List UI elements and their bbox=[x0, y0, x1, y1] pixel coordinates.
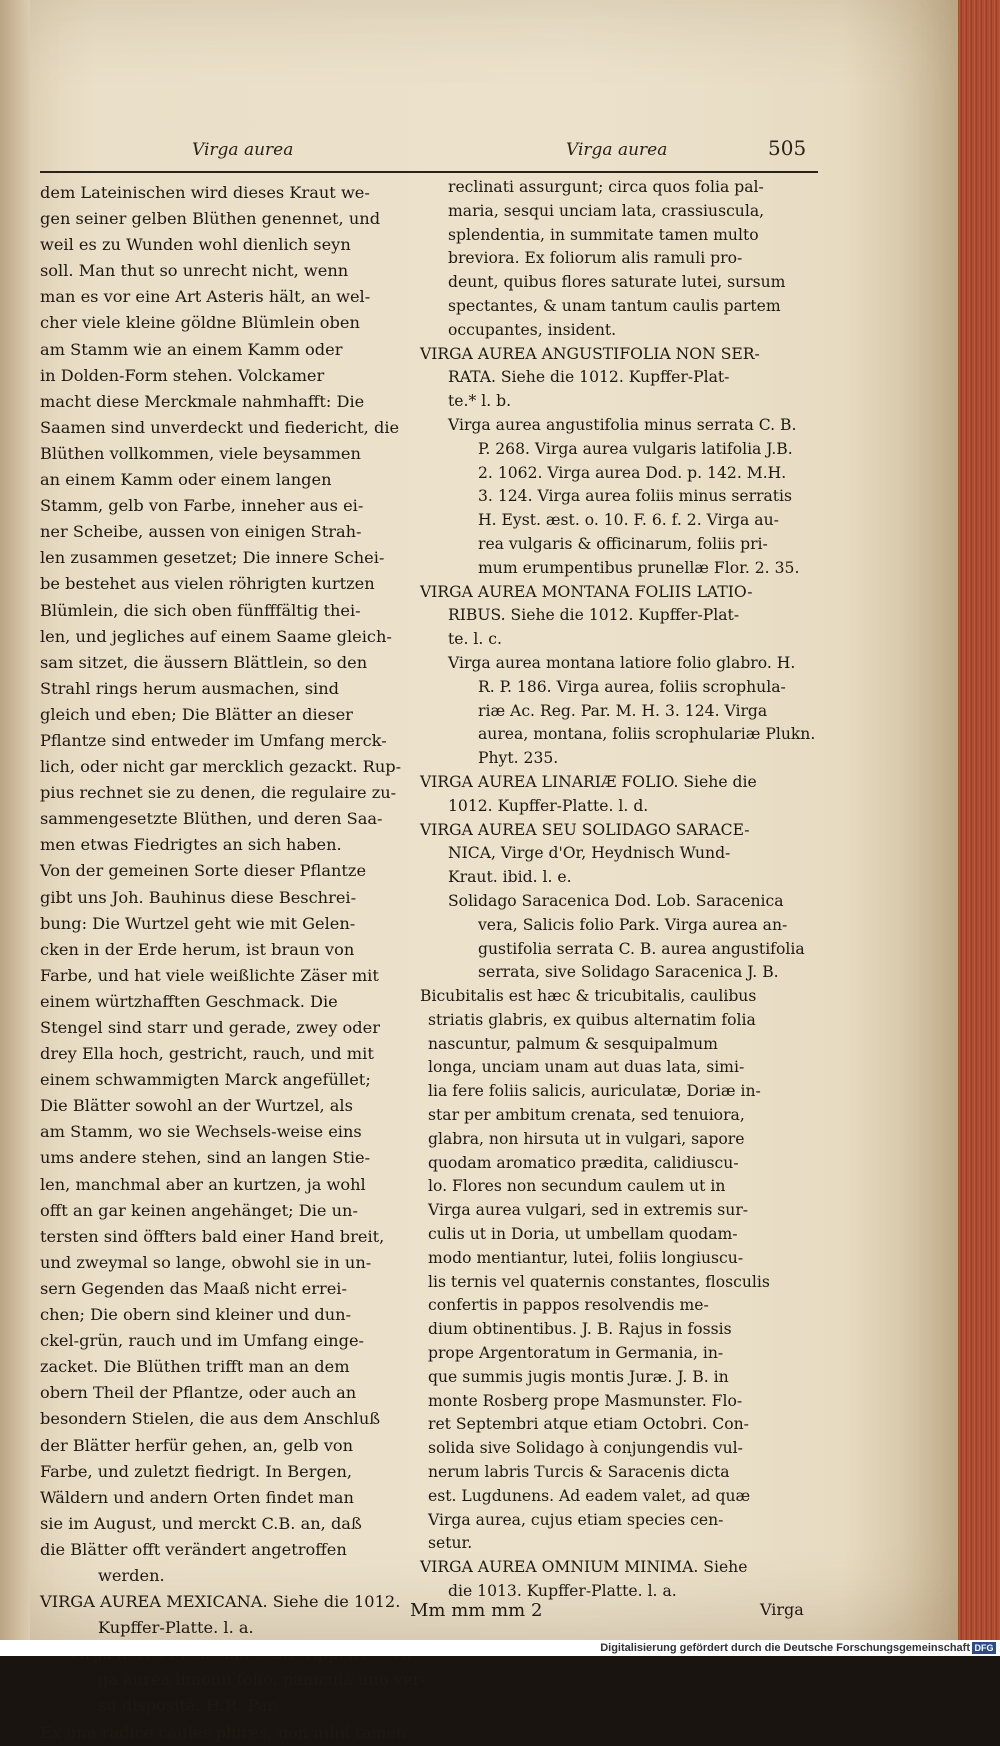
text-line: confertis in pappos resolvendis me- bbox=[428, 1296, 709, 1315]
text-line: cher viele kleine göldne Blümlein oben bbox=[40, 313, 360, 333]
text-line: sern Gegenden das Maaß nicht errei- bbox=[40, 1278, 347, 1298]
text-line: weil es zu Wunden wohl dienlich seyn bbox=[40, 235, 351, 255]
text-line: soll. Man thut so unrecht nicht, wenn bbox=[40, 261, 349, 281]
text-line: lich, oder nicht gar mercklich gezackt. Rup- bbox=[40, 757, 402, 777]
text-line: be bestehet aus vielen röhrigten kurtzen bbox=[40, 574, 375, 594]
text-line: VIRGA AUREA OMNIUM MINIMA. Siehe bbox=[420, 1558, 748, 1577]
text-line: VIRGA AUREA MONTANA FOLIIS LATIO- bbox=[420, 582, 753, 601]
text-line: gibt uns Joh. Bauhinus diese Beschrei- bbox=[40, 887, 357, 907]
text-line: an einem Kamm oder einem langen bbox=[40, 470, 332, 490]
text-line: sammengesetzte Blüthen, und deren Saa- bbox=[40, 809, 383, 829]
text-line: lis ternis vel quaternis constantes, flosculis bbox=[428, 1272, 770, 1291]
text-line: Blüthen vollkommen, viele beysammen bbox=[40, 443, 361, 463]
text-line: te.* l. b. bbox=[448, 392, 512, 411]
text-line: 3. 124. Virga aurea foliis minus serratis bbox=[478, 487, 793, 506]
page-number: 505 bbox=[768, 136, 807, 160]
text-line: Kraut. ibid. l. e. bbox=[448, 868, 572, 887]
text-line: Bicubitalis est hæc & tricubitalis, caulibus bbox=[420, 987, 757, 1006]
text-line: pius rechnet sie zu denen, die regulaire zu- bbox=[40, 783, 397, 803]
text-line: Farbe, und zuletzt fiedrigt. In Bergen, bbox=[40, 1461, 353, 1481]
text-line: 1012. Kupffer-Platte. l. d. bbox=[448, 796, 649, 815]
text-line: am Stamm wie an einem Kamm oder bbox=[40, 339, 343, 359]
text-line: te. l. c. bbox=[448, 630, 502, 649]
text-line: Saamen sind unverdeckt und fiedericht, die bbox=[40, 417, 400, 437]
text-line: und zweymal so lange, obwohl sie in un- bbox=[40, 1252, 372, 1272]
text-line: Strahl rings herum ausmachen, sind bbox=[40, 678, 339, 698]
text-line: breviora. Ex foliorum alis ramuli pro- bbox=[448, 249, 743, 268]
text-line: Farbe, und hat viele weißlichte Zäser mit bbox=[40, 965, 379, 985]
text-line: Von der gemeinen Sorte dieser Pflantze bbox=[40, 861, 367, 881]
text-line: riæ Ac. Reg. Par. M. H. 3. 124. Virga bbox=[478, 701, 768, 720]
text-line: R. P. 186. Virga aurea, foliis scrophula- bbox=[478, 677, 786, 696]
text-line: Pflantze sind entweder im Umfang merck- bbox=[40, 730, 387, 750]
text-line: obern Theil der Pflantze, oder auch an bbox=[40, 1383, 357, 1403]
text-line: ums andere stehen, sind an langen Stie- bbox=[40, 1148, 371, 1168]
text-line: Kupffer-Platte. l. a. bbox=[98, 1618, 254, 1638]
text-line: Stamm, gelb von Farbe, inneher aus ei- bbox=[40, 496, 364, 516]
text-line: men etwas Fiedrigtes an sich haben. bbox=[40, 835, 342, 855]
signature-mark: Mm mm mm 2 bbox=[410, 1600, 543, 1621]
text-line: H. Eyst. æst. o. 10. F. 6. f. 2. Virga au- bbox=[478, 511, 779, 530]
text-line: lia fere foliis salicis, auriculatæ, Doriæ in- bbox=[428, 1082, 761, 1101]
text-line: sam sitzet, die äussern Blättlein, so den bbox=[40, 652, 368, 672]
text-line: Stengel sind starr und gerade, zwey oder bbox=[40, 1018, 380, 1037]
text-line: zacket. Die Blüthen trifft man an dem bbox=[40, 1357, 350, 1377]
text-line: est. Lugdunens. Ad eadem valet, ad quæ bbox=[428, 1486, 751, 1505]
catchword: Virga bbox=[760, 1600, 804, 1619]
text-line: einem schwammigten Marck angefüllet; bbox=[40, 1070, 371, 1090]
text-line: am Stamm, wo sie Wechsels-weise eins bbox=[40, 1122, 362, 1142]
text-line: lo. Flores non secundum caulem ut in bbox=[428, 1177, 726, 1196]
book-gutter bbox=[0, 0, 30, 1650]
text-line: culis ut in Doria, ut umbellam quodam- bbox=[428, 1225, 738, 1244]
dfg-logo: DFG bbox=[972, 1642, 996, 1654]
text-line: macht diese Merckmale nahmhafft: Die bbox=[40, 391, 365, 411]
text-line: NICA, Virge d'Or, Heydnisch Wund- bbox=[448, 844, 731, 863]
text-line: bung: Die Wurtzel geht wie mit Gelen- bbox=[40, 913, 356, 933]
text-line: dem Lateinischen wird dieses Kraut we- bbox=[40, 183, 370, 202]
text-line: die Blätter offt verändert angetroffen bbox=[40, 1539, 347, 1559]
text-line: Wäldern und andern Orten findet man bbox=[40, 1487, 354, 1507]
text-line: vera, Salicis folio Park. Virga aurea an- bbox=[478, 915, 788, 934]
text-line: quodam aromatico prædita, calidiuscu- bbox=[428, 1153, 739, 1172]
text-line: ret Septembri atque etiam Octobri. Con- bbox=[428, 1415, 749, 1434]
text-line: Die Blätter sowohl an der Wurtzel, als bbox=[40, 1096, 353, 1116]
text-line: maria, sesqui unciam lata, crassiuscula, bbox=[448, 201, 765, 220]
text-line: gustifolia serrata C. B. aurea angustifolia bbox=[478, 939, 805, 958]
book-edge bbox=[958, 0, 1000, 1650]
text-line: serrata, sive Solidago Saracenica J. B. bbox=[478, 963, 779, 982]
text-line: splendentia, in summitate tamen multo bbox=[448, 225, 759, 244]
text-line: star per ambitum crenata, sed tenuiora, bbox=[428, 1106, 745, 1125]
text-line: in Dolden-Form stehen. Volckamer bbox=[40, 365, 325, 385]
text-line: die 1013. Kupffer-Platte. l. a. bbox=[448, 1582, 677, 1601]
text-line: rea vulgaris & officinarum, foliis pri- bbox=[478, 534, 768, 553]
text-line: werden. bbox=[98, 1565, 165, 1585]
text-line: VIRGA AUREA SEU SOLIDAGO SARACE- bbox=[420, 820, 750, 839]
left-column bbox=[40, 180, 426, 1746]
text-line: Virga aurea angustifolia minus serrata C. B. bbox=[448, 415, 797, 434]
text-line: gleich und eben; Die Blätter an dieser bbox=[40, 704, 353, 724]
text-line: len, und jegliches auf einem Saame gleich- bbox=[40, 626, 392, 646]
running-head-left: Virga aurea bbox=[192, 140, 294, 160]
text-line: modo mentiantur, lutei, foliis longiuscu- bbox=[428, 1248, 744, 1267]
text-line: Solidago Saracenica Dod. Lob. Saracenica bbox=[448, 891, 784, 910]
text-line: ga aurea limonii folio, paniculâ uno ver- bbox=[98, 1670, 426, 1690]
right-column bbox=[420, 176, 818, 1604]
text-line: monte Rosberg prope Masmunster. Flo- bbox=[428, 1391, 743, 1410]
text-line: longa, unciam unam aut duas lata, simi- bbox=[428, 1058, 745, 1077]
text-line: su dispositâ. H.R. Par. bbox=[98, 1696, 279, 1716]
text-line: gen seiner gelben Blüthen genennet, und bbox=[40, 209, 381, 229]
text-line: cken in der Erde herum, ist braun von bbox=[40, 939, 355, 959]
text-line: VIRGA AUREA ANGUSTIFOLIA NON SER- bbox=[420, 344, 760, 363]
header-rule bbox=[40, 171, 818, 173]
text-line: VIRGA AUREA LINARIÆ FOLIO. Siehe die bbox=[420, 772, 757, 791]
text-line: occupantes, insident. bbox=[448, 320, 617, 339]
text-line: chen; Die obern sind kleiner und dun- bbox=[40, 1305, 352, 1325]
text-line: VIRGA AUREA MEXICANA. Siehe die 1012. bbox=[40, 1592, 401, 1612]
text-line: offt an gar keinen angehänget; Die un- bbox=[40, 1200, 358, 1220]
running-head-center: Virga aurea bbox=[566, 140, 668, 160]
text-line: ckel-grün, rauch und im Umfang einge- bbox=[40, 1331, 364, 1351]
text-line: Phyt. 235. bbox=[478, 749, 559, 768]
text-line: einem würtzhafften Geschmack. Die bbox=[40, 991, 338, 1011]
text-line: man es vor eine Art Asteris hält, an wel- bbox=[40, 287, 371, 307]
text-line: prope Argentoratum in Germania, in- bbox=[428, 1344, 724, 1363]
text-line: der Blätter herfür gehen, an, gelb von bbox=[40, 1435, 354, 1455]
text-line: RIBUS. Siehe die 1012. Kupffer-Plat- bbox=[448, 606, 740, 625]
text-line: deunt, quibus flores saturate lutei, sursum bbox=[448, 273, 786, 292]
text-line: setur. bbox=[428, 1534, 473, 1553]
text-line: glabra, non hirsuta ut in vulgari, sapore bbox=[428, 1129, 745, 1148]
text-line: Blümlein, die sich oben fünfffältig thei- bbox=[40, 600, 361, 620]
text-line: 2. 1062. Virga aurea Dod. p. 142. M.H. bbox=[478, 463, 787, 482]
text-line: nascuntur, palmum & sesquipalmum bbox=[428, 1034, 718, 1053]
text-line: len, manchmal aber an kurtzen, ja wohl bbox=[40, 1174, 366, 1194]
text-line: Virga aurea vulgari, sed in extremis sur- bbox=[428, 1201, 749, 1220]
text-line: sie im August, und merckt C.B. an, daß bbox=[40, 1513, 362, 1533]
text-line: aurea, montana, foliis scrophulariæ Plukn. bbox=[478, 725, 816, 744]
text-line: drey Ella hoch, gestricht, rauch, und mit bbox=[40, 1044, 374, 1064]
text-line: reclinati assurgunt; circa quos folia pal- bbox=[448, 178, 764, 196]
text-line: Virga aurea, cujus etiam species cen- bbox=[428, 1510, 724, 1529]
text-line: spectantes, & unam tantum caulis partem bbox=[448, 296, 781, 315]
text-line: ner Scheibe, aussen von einigen Strah- bbox=[40, 522, 362, 542]
text-line: besondern Stielen, die aus dem Anschluß bbox=[40, 1409, 381, 1429]
text-line: que summis jugis montis Juræ. J. B. in bbox=[428, 1367, 729, 1386]
text-line: P. 268. Virga aurea vulgaris latifolia J.B. bbox=[478, 439, 793, 458]
text-line: striatis glabris, ex quibus alternatim folia bbox=[428, 1010, 756, 1029]
text-line: len zusammen gesetzet; Die innere Schei- bbox=[40, 548, 385, 568]
text-line: nerum labris Turcis & Saracenis dicta bbox=[428, 1463, 730, 1482]
text-line: tersten sind öffters bald einer Hand breit, bbox=[40, 1226, 385, 1246]
digitization-credit: Digitalisierung gefördert durch die Deutsche Forschungsgemeinschaft bbox=[600, 1642, 970, 1654]
text-line: Virga aurea montana latiore folio glabro. H. bbox=[448, 653, 796, 672]
text-line: RATA. Siehe die 1012. Kupffer-Plat- bbox=[448, 368, 730, 387]
text-line: mum erumpentibus prunellæ Flor. 2. 35. bbox=[478, 558, 800, 577]
text-line: Ex una radice caules plures, non nihil tamen bbox=[40, 1722, 407, 1742]
text-line: dium obtinentibus. J. B. Rajus in fossis bbox=[428, 1320, 732, 1339]
text-line: solida sive Solidago à conjungendis vul- bbox=[428, 1439, 743, 1458]
